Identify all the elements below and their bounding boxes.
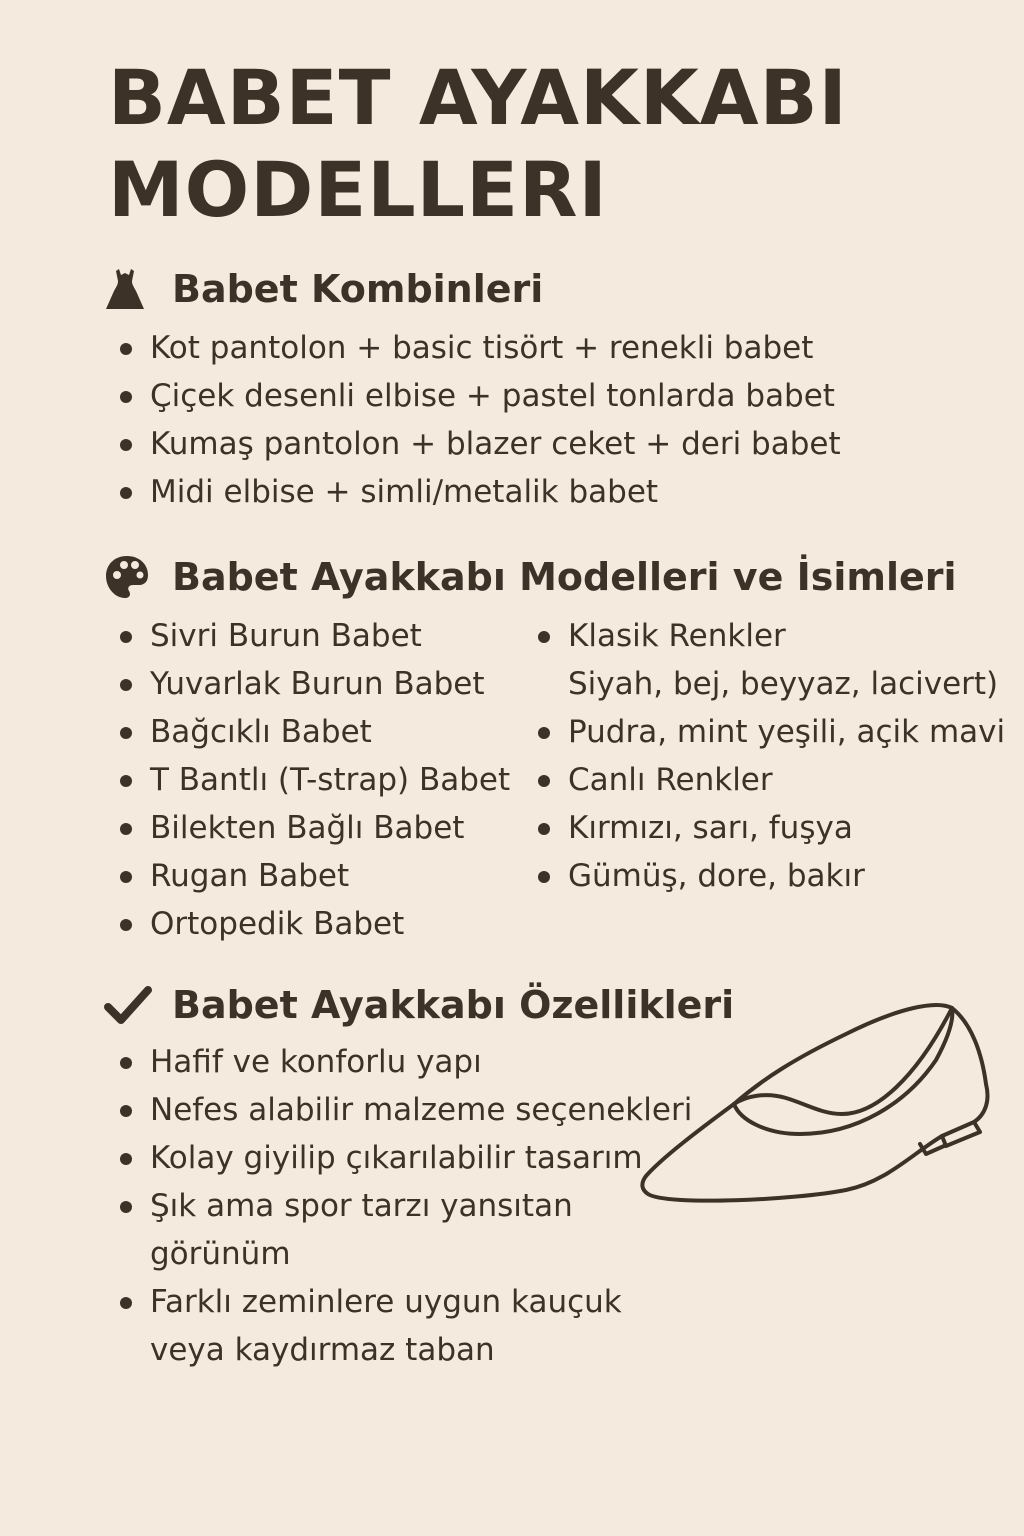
- ballet-flat-shoe-icon: [636, 994, 996, 1214]
- list-item: Pudra, mint yeşili, açik mavi: [536, 708, 1005, 756]
- kombinler-list: [118, 324, 841, 516]
- checkmark-icon: [104, 982, 152, 1028]
- modeller-left-list: [118, 612, 510, 948]
- list-item: Bağcıklı Babet: [118, 708, 510, 756]
- list-item: T Bantlı (T-strap) Babet: [118, 756, 510, 804]
- list-item: [118, 1278, 692, 1374]
- list-item: Nefes alabilir malzeme seçenekleri: [118, 1086, 692, 1134]
- section-heading-modeller: [104, 554, 957, 600]
- list-item: Ortopedik Babet: [118, 900, 510, 948]
- list-item: Midi elbise + simli/metalik babet: [118, 468, 841, 516]
- list-item: Rugan Babet: [118, 852, 510, 900]
- list-item-line: görünüm: [150, 1236, 291, 1272]
- title-line-2: MODELLERI: [108, 145, 608, 234]
- list-item-line: Siyah, bej, beyyaz, lacivert): [568, 666, 999, 702]
- palette-icon: [104, 554, 152, 600]
- list-item: Bilekten Bağlı Babet: [118, 804, 510, 852]
- list-item-line: Klasik Renkler: [568, 618, 786, 654]
- section-heading-kombinler: [104, 266, 543, 312]
- list-item-line: Şık ama spor tarzı yansıtan: [150, 1188, 573, 1224]
- list-item-line: Farklı zeminlere uygun kauçuk: [150, 1284, 622, 1320]
- list-item-line: veya kaydırmaz taban: [150, 1332, 495, 1368]
- list-item: Canlı Renkler: [536, 756, 1005, 804]
- list-item: [536, 612, 1005, 708]
- section-heading-label: Babet Kombinleri: [172, 267, 544, 311]
- modeller-right-list: [536, 612, 1005, 900]
- list-item: Kumaş pantolon + blazer ceket + deri babet: [118, 420, 841, 468]
- dress-icon: [104, 266, 152, 312]
- page-title: [108, 52, 848, 236]
- list-item: [118, 1182, 692, 1278]
- list-item: Kolay giyilip çıkarılabilir tasarım: [118, 1134, 692, 1182]
- list-item: Çiçek desenli elbise + pastel tonlarda babet: [118, 372, 841, 420]
- section-heading-label: Babet Ayakkabı Modelleri ve İsimleri: [172, 555, 957, 599]
- list-item: Kırmızı, sarı, fuşya: [536, 804, 1005, 852]
- list-item: Gümüş, dore, bakır: [536, 852, 1005, 900]
- ozellikler-list: [118, 1038, 692, 1374]
- list-item: Yuvarlak Burun Babet: [118, 660, 510, 708]
- list-item: Sivri Burun Babet: [118, 612, 510, 660]
- list-item: Hafif ve konforlu yapı: [118, 1038, 692, 1086]
- section-heading-label: Babet Ayakkabı Özellikleri: [172, 983, 735, 1027]
- list-item: Kot pantolon + basic tisört + renekli babet: [118, 324, 841, 372]
- title-line-1: BABET AYAKKABI: [108, 53, 848, 142]
